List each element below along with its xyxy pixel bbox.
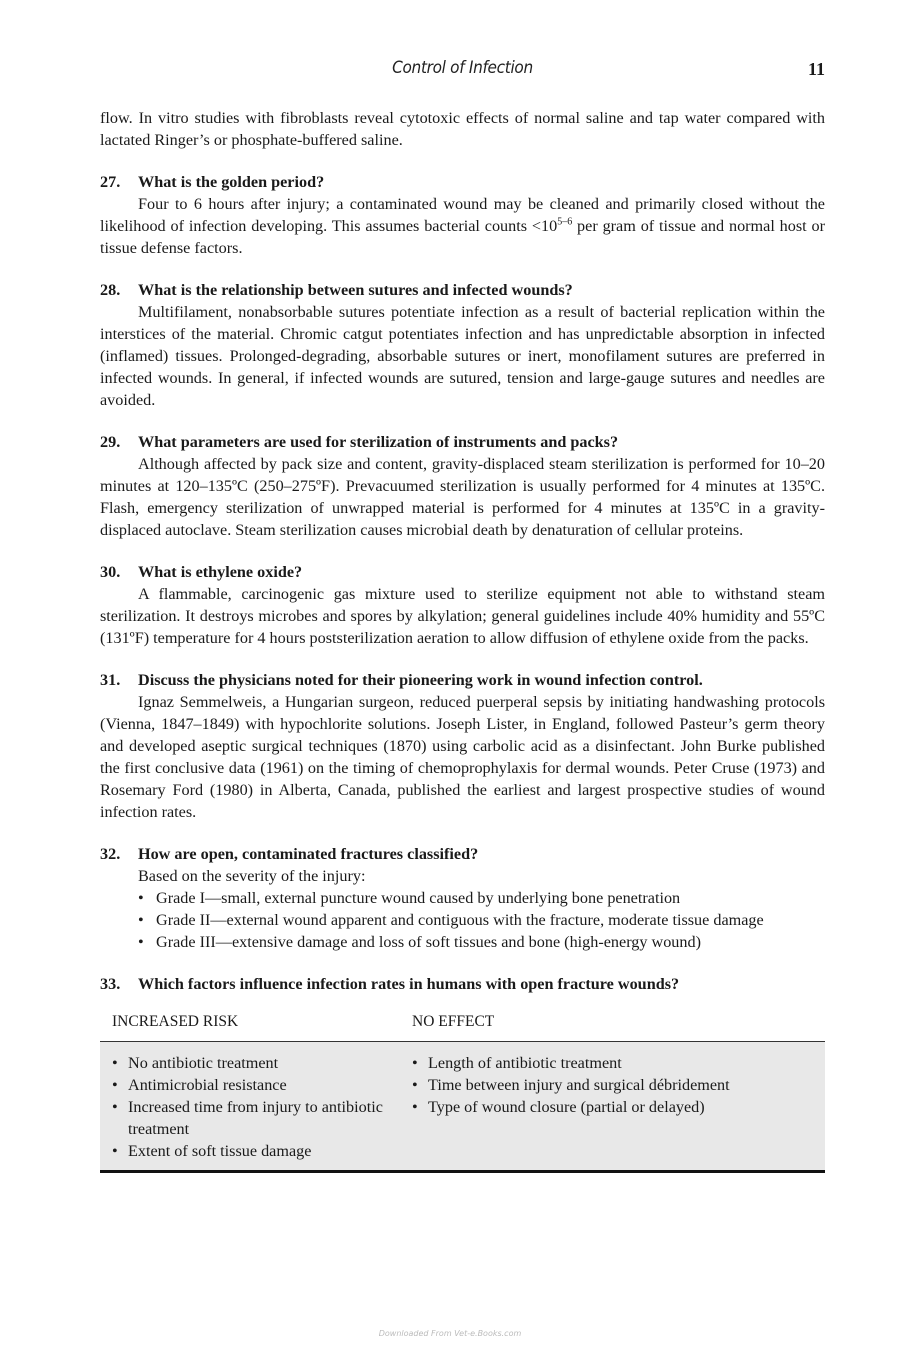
table-row [100, 1042, 825, 1173]
question-number: 33. [100, 975, 121, 993]
question-heading [100, 561, 825, 583]
running-head [100, 58, 825, 86]
grade-list [100, 887, 825, 953]
column-header-increased-risk: INCREASED RISK [112, 1013, 239, 1030]
superscript: 5–6 [557, 216, 573, 228]
list-item: • Length of antibiotic treatment [412, 1052, 813, 1074]
list-item: • Antimicrobial resistance [112, 1074, 412, 1096]
risk-table [100, 1005, 825, 1173]
question-heading [100, 431, 825, 453]
list-item: • Grade III—extensive damage and loss of soft tissues and bone (high-energy wound) [138, 931, 825, 953]
question-text: What is ethylene oxide? [138, 563, 303, 581]
answer-text: Multifilament, nonabsorbable sutures potentiate infection as a result of bacterial replication within the interstices of the material. Chromic catgut potentiates infection and has unpredictable absorption in infected (inflamed) tissues. Prolonged-degrading, absorbable sutures or inert, monofilament sutures are preferred in infected wounds. In general, if infected wounds are sutured, tension and large-gauge sutures and needles are avoided. [100, 303, 825, 409]
question-32 [100, 843, 825, 953]
question-number: 29. [100, 433, 121, 451]
question-text: What is the golden period? [138, 173, 325, 191]
no-effect-cell [412, 1052, 813, 1162]
question-27 [100, 171, 825, 259]
question-28 [100, 279, 825, 411]
question-31 [100, 669, 825, 823]
question-30 [100, 561, 825, 649]
question-number: 28. [100, 281, 121, 299]
question-number: 27. [100, 173, 121, 191]
question-29 [100, 431, 825, 541]
question-text: Which factors influence infection rates in humans with open fracture wounds? [138, 975, 680, 993]
question-heading [100, 279, 825, 301]
question-number: 32. [100, 845, 121, 863]
column-header-no-effect: NO EFFECT [412, 1013, 495, 1030]
list-item: • Extent of soft tissue damage [112, 1140, 412, 1162]
answer-text [100, 193, 825, 259]
answer-part: per gram of tissue and normal host or tissue defense factors. [100, 217, 826, 257]
question-text: What is the relationship between sutures and infected wounds? [138, 281, 573, 299]
page-number: 11 [807, 59, 825, 79]
intro-paragraph: flow. In vitro studies with fibroblasts reveal cytotoxic effects of normal saline and tap water compared with lactated Ringer’s or phosphate-buffered saline. [100, 109, 825, 149]
running-title: Control of Infection [392, 58, 533, 78]
answer-text: Although affected by pack size and content, gravity-displaced steam sterilization is performed for 10–20 minutes at 120–135ºC (250–275ºF). Prevacuumed sterilization is usually performed for 4 minutes at 135ºC. Flash, emergency sterilization of unwrapped material is performed for 4 minutes at 135ºC in a gravity-displaced autoclave. Steam sterilization causes microbial death by denaturation of cellular proteins. [100, 455, 825, 539]
content [100, 107, 825, 1173]
question-heading [100, 171, 825, 193]
list-item: • Time between injury and surgical débridement [412, 1074, 813, 1096]
list-item: • No antibiotic treatment [112, 1052, 412, 1074]
question-number: 30. [100, 563, 121, 581]
question-text: Discuss the physicians noted for their pioneering work in wound infection control. [138, 671, 703, 689]
increased-risk-list [112, 1052, 412, 1162]
question-heading [100, 843, 825, 865]
increased-risk-cell [112, 1052, 412, 1162]
list-item: • Grade I—small, external puncture wound caused by underlying bone penetration [138, 887, 825, 909]
answer-lead: Based on the severity of the injury: [138, 867, 366, 885]
list-item: • Grade II—external wound apparent and contiguous with the fracture, moderate tissue damage [138, 909, 825, 931]
question-text: How are open, contaminated fractures classified? [138, 845, 479, 863]
no-effect-list [412, 1052, 813, 1118]
list-item: • Type of wound closure (partial or delayed) [412, 1096, 813, 1118]
question-heading [100, 973, 825, 995]
watermark: Downloaded From Vet-e.Books.com [378, 1329, 522, 1338]
question-number: 31. [100, 671, 121, 689]
question-heading [100, 669, 825, 691]
list-item: • Increased time from injury to antibiotic treatment [112, 1096, 412, 1140]
table-header-row [100, 1005, 825, 1042]
answer-text: Ignaz Semmelweis, a Hungarian surgeon, reduced puerperal sepsis by initiating handwashing protocols (Vienna, 1847–1849) with hypochlorite solutions. Joseph Lister, in England, followed Pasteur’s germ theory and developed aseptic surgical techniques (1870) using carbolic acid as a disinfectant. John Burke published the first conclusive data (1961) on the timing of chemoprophylaxis for dermal wounds. Peter Cruse (1973) and Rosemary Ford (1980) in Alberta, Canada, published the earliest and largest prospective studies of wound infection rates. [100, 693, 825, 821]
answer-part: Four to 6 hours after injury; a contaminated wound may be cleaned and primarily closed without the likelihood of infection developing. This assumes bacterial counts <10 [100, 195, 825, 235]
question-text: What parameters are used for sterilization of instruments and packs? [138, 433, 619, 451]
answer-text: A flammable, carcinogenic gas mixture used to sterilize equipment not able to withstand steam sterilization. It destroys microbes and spores by alkylation; general guidelines include 40% humidity and 55ºC (131ºF) temperature for 4 hours poststerilization aeration to allow diffusion of ethylene oxide from the packs. [100, 585, 825, 647]
question-33 [100, 973, 825, 1173]
